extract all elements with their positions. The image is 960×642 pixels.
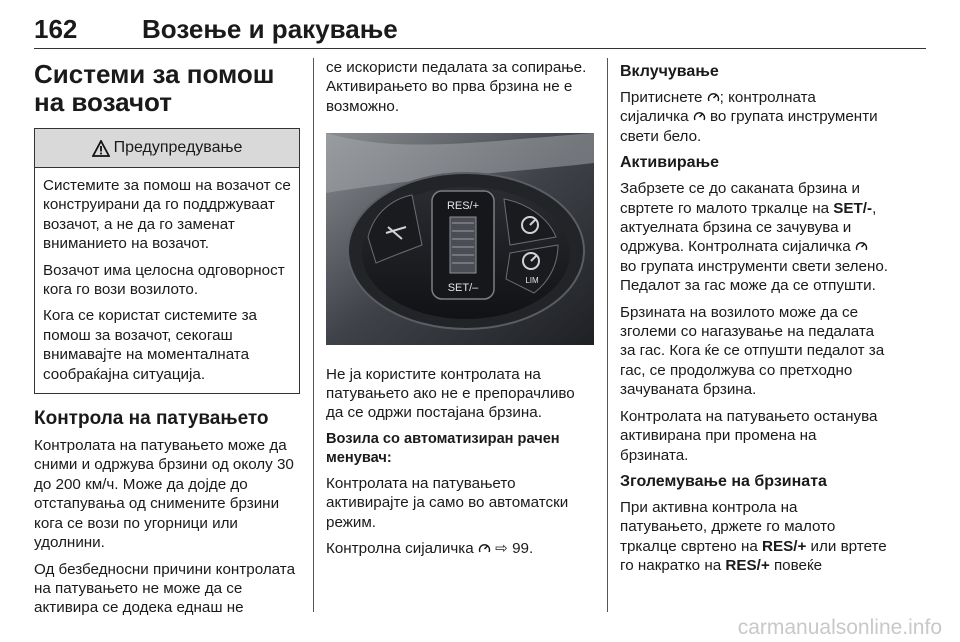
warning-paragraph: Системите за помош на возачот се конструирани да го поддржуваат возачот, а не да го заменат вниманието на возачот.: [43, 177, 291, 253]
cruise-control-icon: [707, 91, 720, 104]
warning-body: [35, 168, 299, 393]
cruise-control-icon: [855, 240, 868, 253]
text: , актуелната брзина се зачувува и одржува. Контролната сијаличка: [620, 199, 877, 256]
text: во групата инструменти свети бело.: [620, 108, 878, 145]
watermark: carmanualsonline.info: [737, 616, 942, 639]
body-paragraph: Брзината на возилото може да се зголеми со нагазување на педалата за гас. Кога ќе се отпушти педалот за гас, се продолжува со претходно зачуваната брзина.: [620, 303, 885, 399]
heading-activation: Активирање: [620, 154, 719, 172]
body-paragraph: Контролата на патувањето може да сними и одржува брзини од околу 30 до 200 км/ч. Може да дојде до отстапувања од снимените брзини кога се вози по угорници или удолнини.: [34, 437, 294, 552]
lim-label: LIM: [525, 276, 539, 286]
steering-wheel-controls-photo: [326, 133, 594, 345]
text: Забрзете се до саканата брзина и свртете го малото тркалце на: [620, 180, 860, 217]
cruise-control-icon: [693, 110, 706, 123]
subsection-heading: Возила со автоматизиран рачен менувач:: [326, 430, 560, 466]
warning-triangle-icon: [92, 140, 110, 157]
ref-page-number: 99.: [507, 540, 534, 558]
body-paragraph: Контролата на патувањето активирајте ја само во автоматски режим.: [326, 474, 569, 531]
reference-paragraph: [326, 539, 594, 558]
warning-paragraph: Возачот има целосна одговорност кога го вози возилото.: [43, 261, 285, 299]
text: или вртете го накратко на: [620, 537, 887, 575]
body-paragraph: Не ја користите контролата на патувањето ако не е препорачливо да се одржи постајана брзина.: [326, 365, 575, 422]
chapter-heading: Системи за помош на возачот: [34, 59, 275, 117]
column-3: [620, 58, 888, 583]
column-1: [34, 58, 300, 625]
warning-header: [35, 129, 299, 168]
body-paragraph: [620, 179, 888, 295]
column-2: [326, 58, 594, 565]
warning-box: [34, 128, 300, 394]
heading-increase-speed: Зголемување на брзината: [620, 472, 827, 490]
section-heading: Контрола на патувањето: [34, 408, 269, 430]
text: во групата инструменти свети зелено. Педалот за гас може да се отпушти.: [620, 257, 889, 295]
res-label: RES/+: [446, 200, 480, 213]
text: При активна контрола на патувањето, држете го малото тркалце свртено на: [620, 498, 836, 555]
body-paragraph: [620, 498, 888, 576]
body-paragraph: [620, 88, 888, 146]
heading-switch-on: Вклучување: [620, 63, 719, 80]
res-button-ref: RES/+: [762, 537, 807, 555]
section-title: Возење и ракување: [142, 14, 398, 44]
text: повеќе: [769, 557, 823, 575]
set-button-ref: SET/-: [833, 199, 873, 217]
column-divider: [607, 58, 608, 612]
column-divider: [313, 58, 314, 612]
text: Притиснете: [620, 89, 707, 106]
warning-paragraph: Кога се користат системите за помош за возачот, секогаш внимавајте на моменталната сообраќајна ситуација.: [43, 307, 257, 383]
text: ; контролната сијаличка: [620, 89, 816, 126]
res-set-rocker: [432, 191, 494, 299]
ref-text: Контролна сијаличка: [326, 540, 478, 558]
page-header: [34, 8, 926, 49]
page-number: 162: [34, 14, 78, 44]
warning-title: Предупредување: [113, 139, 243, 157]
set-label: SET/–: [447, 282, 479, 295]
page-ref-arrow-icon: ⇨: [495, 540, 508, 558]
body-paragraph: Од безбедносни причини контролата на патувањето не може да се активира се додека еднаш не: [34, 560, 296, 617]
res-button-ref: RES/+: [725, 557, 770, 575]
cruise-control-icon: [478, 542, 491, 555]
body-paragraph: се искористи педалата за сопирање. Активирањето во прва брзина не е возможно.: [326, 59, 587, 115]
body-paragraph: Контролата на патувањето останува активирана при промена на брзината.: [620, 407, 878, 464]
